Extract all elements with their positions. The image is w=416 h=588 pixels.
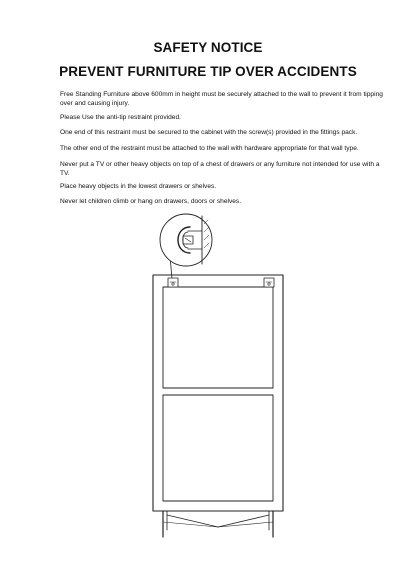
- right-restraint-bracket: [264, 278, 274, 287]
- instruction-paragraph: The other end of the restraint must be attached to the wall with hardware appropriate for that wall type.: [60, 145, 359, 152]
- instruction-paragraph: Free Standing Furniture above 600mm in height must be securely attached to the wall to prevent it from tipping over and causing injury.: [60, 91, 383, 108]
- page-title: SAFETY NOTICE: [153, 40, 263, 55]
- restraint-detail-magnifier: [160, 214, 212, 266]
- cabinet-legs: [163, 511, 273, 537]
- instruction-paragraph: Never let children climb or hang on drawers, doors or shelves.: [60, 198, 242, 205]
- page-subtitle: PREVENT FURNITURE TIP OVER ACCIDENTS: [59, 64, 357, 79]
- left-restraint-bracket: [168, 278, 178, 287]
- instruction-paragraph: Place heavy objects in the lowest drawers or shelves.: [60, 183, 217, 190]
- instruction-paragraph: One end of this restraint must be secured to the cabinet with the screw(s) provided in the fittings pack.: [60, 129, 358, 136]
- instruction-paragraph: Never put a TV or other heavy objects on top of a chest of drawers or any furniture not intended for use with a TV.: [60, 161, 380, 178]
- cabinet-body: [153, 275, 283, 511]
- instruction-paragraph: Please Use the anti-tip restraint provided.: [60, 114, 181, 121]
